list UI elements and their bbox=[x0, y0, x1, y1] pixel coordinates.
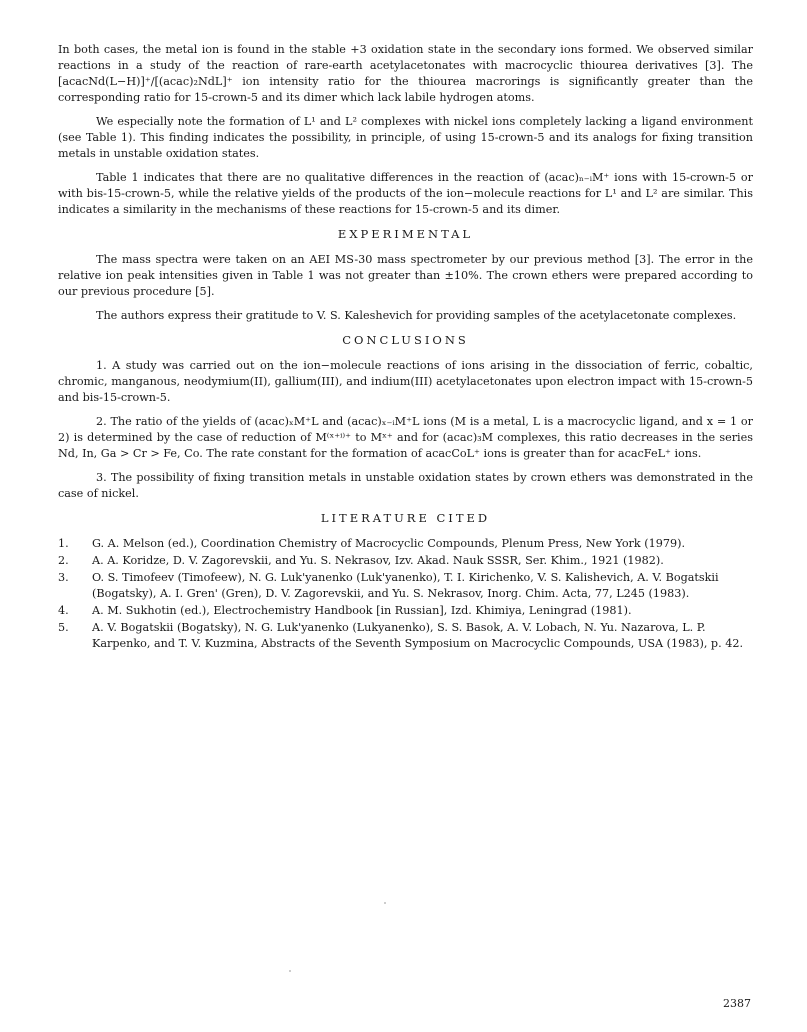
reference-list bbox=[58, 536, 753, 652]
acknowledgement-paragraph: The authors express their gratitude to V. S. Kaleshevich for providing samples of the acetylacetonate complexes. bbox=[96, 309, 737, 322]
reference-number: 1. bbox=[58, 537, 69, 550]
conclusion-item: 2. The ratio of the yields of (acac)ₓM⁺L and (acac)ₓ₋ᵢM⁺L ions (M is a metal, L is a macrocyclic ligand, and x = 1 or 2) is determined by the case of reduction of M⁽ˣ⁺ⁱ⁾⁺ to Mˣ⁺ and for (acac)₃M complexes, this ratio decreases in the series Nd, In, Ga > Cr > Fe, Co. The rate constant for the formation of acacCoL⁺ ions is greater than for acacFeL⁺ ions. bbox=[58, 415, 753, 460]
reference-text: G. A. Melson (ed.), Coordination Chemistry of Macrocyclic Compounds, Plenum Press, New York (1979). bbox=[92, 537, 685, 550]
reference-text: O. S. Timofeev (Timofeew), N. G. Luk'yanenko (Luk'yanenko), T. I. Kirichenko, V. S. Kalishevich, A. V. Bogatskii (Bogatsky), A. I. Gren' (Gren), D. V. Zagorevskii, and Yu. S. Nekrasov, Inorg. Chim. Acta, 77, L245 (1983). bbox=[92, 571, 719, 600]
reference-item bbox=[58, 536, 753, 552]
reference-number: 4. bbox=[58, 604, 69, 617]
conclusions-heading: CONCLUSIONS bbox=[342, 333, 469, 347]
reference-text: A. M. Sukhotin (ed.), Electrochemistry Handbook [in Russian], Izd. Khimiya, Leningrad (1981). bbox=[92, 604, 632, 617]
reference-item bbox=[58, 570, 753, 602]
conclusion-item: 3. The possibility of fixing transition metals in unstable oxidation states by crown ethers was demonstrated in the case of nickel. bbox=[58, 471, 753, 500]
reference-text: A. V. Bogatskii (Bogatsky), N. G. Luk'yanenko (Lukyanenko), S. S. Basok, A. V. Lobach, N. Yu. Nazarova, L. P. Karpenko, and T. V. Kuzmina, Abstracts of the Seventh Symposium on Macrocyclic Compounds, USA (1983), p. 42. bbox=[92, 621, 743, 650]
intro-paragraph: In both cases, the metal ion is found in the stable +3 oxidation state in the secondary ions formed. We observed similar reactions in a study of the reaction of rare-earth acetylacetonates with macrocyclic thiourea derivatives [3]. The [acacNd(L−H)]⁺/[(acac)₂NdL]⁺ ion intensity ratio for the thiourea macrorings is significantly greater than the corresponding ratio for 15-crown-5 and its dimer which lack labile hydrogen atoms. bbox=[58, 43, 753, 104]
conclusion-item: 1. A study was carried out on the ion−molecule reactions of ions arising in the dissociation of ferric, cobaltic, chromic, manganous, neodymium(II), gallium(III), and indium(III) acetylacetonates upon electron impact with 15-crown-5 and bis-15-crown-5. bbox=[58, 359, 753, 404]
scan-speck bbox=[384, 902, 386, 904]
reference-item bbox=[58, 620, 753, 652]
intro-paragraph: Table 1 indicates that there are no qualitative differences in the reaction of (acac)ₙ₋ᵢM⁺ ions with 15-crown-5 or with bis-15-crown-5, while the relative yields of the products of the ion−molecule reactions for L¹ and L² are similar. This indicates a similarity in the mechanisms of these reactions for 15-crown-5 and its dimer. bbox=[58, 171, 753, 216]
reference-number: 5. bbox=[58, 621, 69, 634]
literature-heading: LITERATURE CITED bbox=[320, 511, 491, 525]
article-body bbox=[58, 42, 753, 653]
page-number: 2387 bbox=[723, 997, 751, 1010]
reference-text: A. A. Koridze, D. V. Zagorevskii, and Yu. S. Nekrasov, Izv. Akad. Nauk SSSR, Ser. Khim., 1921 (1982). bbox=[92, 554, 664, 567]
reference-item bbox=[58, 603, 753, 619]
reference-item bbox=[58, 553, 753, 569]
reference-number: 2. bbox=[58, 554, 69, 567]
reference-number: 3. bbox=[58, 571, 69, 584]
intro-paragraph: We especially note the formation of L¹ and L² complexes with nickel ions completely lacking a ligand environment (see Table 1). This finding indicates the possibility, in principle, of using 15-crown-5 and its analogs for fixing transition metals in unstable oxidation states. bbox=[58, 115, 753, 160]
scan-speck bbox=[289, 970, 291, 972]
experimental-heading: EXPERIMENTAL bbox=[337, 227, 474, 241]
experimental-paragraph: The mass spectra were taken on an AEI MS-30 mass spectrometer by our previous method [3]. The error in the relative ion peak intensities given in Table 1 was not greater than ±10%. The crown ethers were prepared according to our previous procedure [5]. bbox=[58, 253, 753, 298]
